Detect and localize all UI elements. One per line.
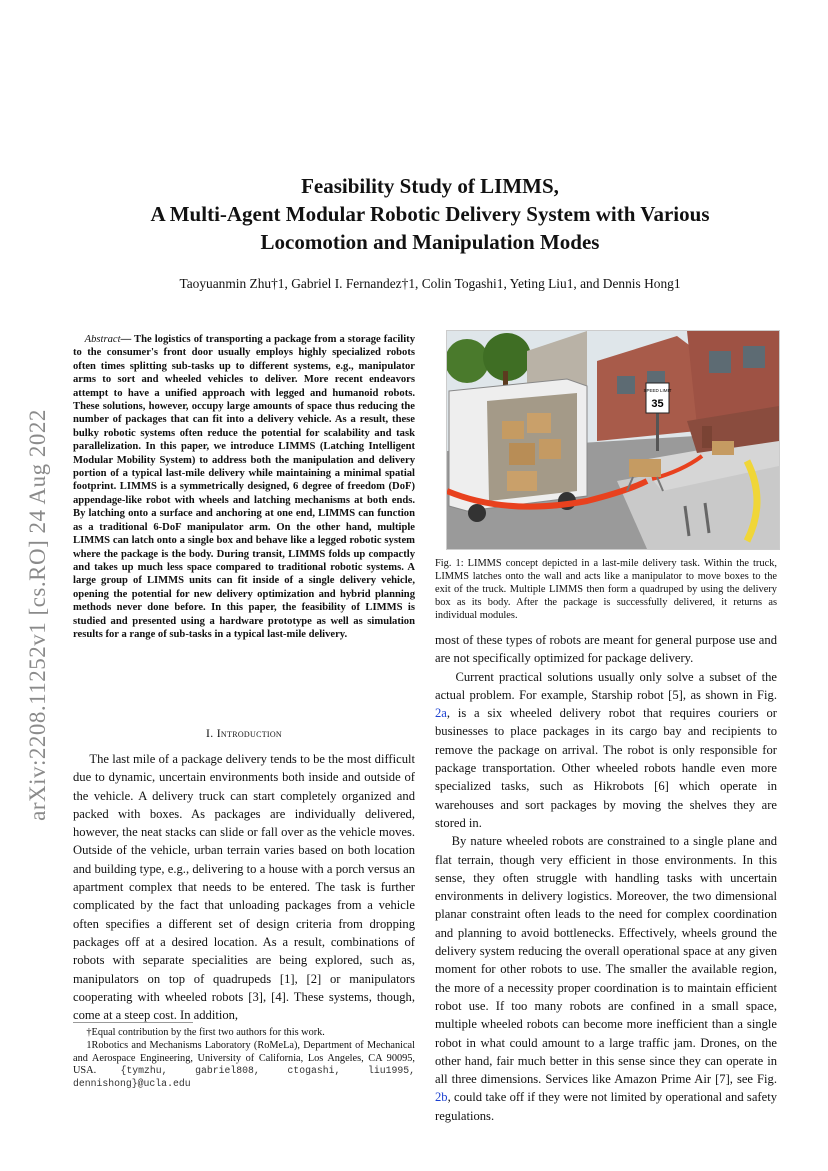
title-line-2: A Multi-Agent Modular Robotic Delivery System with Various — [150, 202, 710, 226]
sign-top-text: SPEED LIMIT — [643, 388, 672, 393]
section-heading — [73, 726, 415, 741]
abstract-lead: Abstract — [84, 334, 121, 345]
footnotes — [73, 1022, 415, 1091]
quadruped-box-icon — [712, 441, 734, 455]
box-icon — [509, 443, 535, 465]
title-line-3: Locomotion and Manipulation Modes — [260, 230, 600, 254]
arxiv-sidebar-stamp — [18, 355, 58, 875]
section-title: Introduction — [216, 726, 283, 740]
box-icon — [527, 413, 551, 433]
abstract-text: — The logistics of transporting a package from a storage facility to the consumer's front door usually employs highly specialized robots often times splitting sub-tasks up to different systems, e.g., manipulator arms to sort and wheeled vehicles to deliver. More recent endeavors attempt to have a unified approach with legged and humanoid robots. These solutions, however, occupy large amounts of space thus reducing the number of packages that can fit into a delivery vehicle. As a result, these bulky robotic systems often reduce the potential for scalability and task parallelization. In this paper, we introduce LIMMS (Latching Intelligent Modular Mobility System) to address both the manipulation and delivery portion of a typical last-mile delivery while maintaining a minimal spatial footprint. LIMMS is a symmetrically designed, 6 degree of freedom (DoF) appendage-like robot with wheels and latching mechanisms at both ends. By latching onto a surface and anchoring at one end, LIMMS can function as a traditional 6-DoF manipulator arm. On the other hand, multiple LIMMS can latch onto a single box and behave like a legged robotic system where the package is the body. During transit, LIMMS folds up compactly and takes up much less space compared to traditional robotic systems. A large group of LIMMS units can fit inside of a single delivery vehicle, opening the potential for new delivery optimization and hybrid planning methods never done before. In this paper, the feasibility of LIMMS is studied and presented using a hardware prototype as well as simulation results for a range of sub-tasks in a typical last-mile delivery. — [73, 334, 415, 640]
box-icon — [507, 471, 537, 491]
box-icon — [502, 421, 524, 439]
fig-2b-link[interactable]: 2b — [435, 1090, 448, 1105]
author-list: Taoyuanmin Zhu†1, Gabriel I. Fernandez†1, Colin Togashi1, Yeting Liu1, and Dennis Hong1 — [179, 276, 681, 291]
p2-text-a: By nature wheeled robots are constrained to a single plane and flat terrain, though very efficient in those environments. In this sense, they often struggle with handling tasks with uncertain environments in delivery logistics. Moreover, the two dimensional planar constraint often leads to the need for complex coordination and planning to avoid bottlenecks. Effectively, wheels ground the delivery system reducing the overall operational space at any given moment for other robots to use. The smaller the available region, the more of a necessity proper coordination is to maintain efficient robot use. If too many robots are confined in a small space, multiple wheeled robots can become more inefficient than a single robot in what could amount to a large traffic jam. Drones, on the other hand, fair much better in this sense since they can operate in all three dimensions. Services like Amazon Prime Air [7], see Fig. — [435, 834, 778, 1087]
p1-text-b: , is a six wheeled delivery robot that requires couriers or businesses to place packages in its cargo bay and recipients to remove the package on arrival. The robot is only responsible for package transportation. Other wheeled robots handle even more specialized tasks, such as Hikrobots [6] which operate in warehouses and sort packages by moving the shelves they are stored in. — [435, 706, 777, 830]
paper-title — [80, 172, 780, 256]
right-paragraph-1 — [435, 668, 777, 833]
p1-text-a: Current practical solutions usually only solve a subset of the actual problem. For example, Starship robot [5], as shown in Fig. — [435, 669, 777, 702]
tree-icon — [447, 339, 489, 383]
section-number: I. — [205, 726, 214, 740]
sign-number-text: 35 — [651, 398, 664, 410]
title-line-1: Feasibility Study of LIMMS, — [301, 174, 559, 198]
right-paragraph-2 — [435, 832, 777, 1125]
delivery-scene-svg — [447, 331, 779, 549]
figure-1-illustration — [446, 330, 780, 550]
figure-caption: Fig. 1: LIMMS concept depicted in a last-mile delivery task. Within the truck, LIMMS latches onto the wall and acts like a manipulator to move boxes to the exit of the truck. Multiple LIMMS then form a quadruped by using the delivery box as its body. After the package is successfully delivered, it returns as individual modules. — [435, 558, 777, 622]
abstract — [73, 333, 415, 641]
affiliation-text: 1Robotics and Mechanisms Laboratory (RoMeLa), Department of Mechanical and Aerospace Engineering, University of California, Los Angeles, CA 90095, USA. — [73, 1040, 415, 1077]
quadruped-box-icon — [629, 459, 661, 477]
right-paragraph-0: most of these types of robots are meant for general purpose use and are not specifically optimized for package delivery. — [435, 633, 777, 666]
box-icon — [539, 439, 561, 459]
p2-text-b: , could take off if they were not limited by operational and safety regulations. — [435, 1090, 777, 1123]
right-column-text — [435, 631, 777, 1125]
intro-paragraph: The last mile of a package delivery tends to be the most difficult due to dynamic, uncertain environments both inside and outside of the vehicle. A delivery truck can start completely organized and packed with boxes. As packages are individually delivered, however, the neat stacks can slide or fall over as the vehicle moves. Outside of the vehicle, urban terrain varies based on both location and building type, e.g., delivering to a house with a porch versus an apartment complex that needs to be entered. The task is further complicated by the fact that unloading packages from a vehicle often specifies a different set of design criteria from dropping packages off at a desired location. As a result, combinations of robots with separate specialities are being explored, such as, manipulators on top of quadrupeds [1], [2] or manipulators cooperating with wheeled robots [3], [4]. These systems, though, come at a steep cost. In addition, — [73, 752, 415, 1023]
footnote-equal: †Equal contribution by the first two authors for this work. — [86, 1027, 325, 1038]
footnote-rule — [73, 1022, 193, 1023]
arxiv-id: arXiv:2208.11252v1 [cs.RO] 24 Aug 2022 — [25, 409, 50, 821]
author-emails: {tymzhu, gabriel808, ctogashi, liu1995, dennishong}@ucla.edu — [73, 1065, 415, 1089]
fig-2a-link[interactable]: 2a — [435, 706, 447, 721]
footnote-affiliation — [73, 1040, 415, 1090]
